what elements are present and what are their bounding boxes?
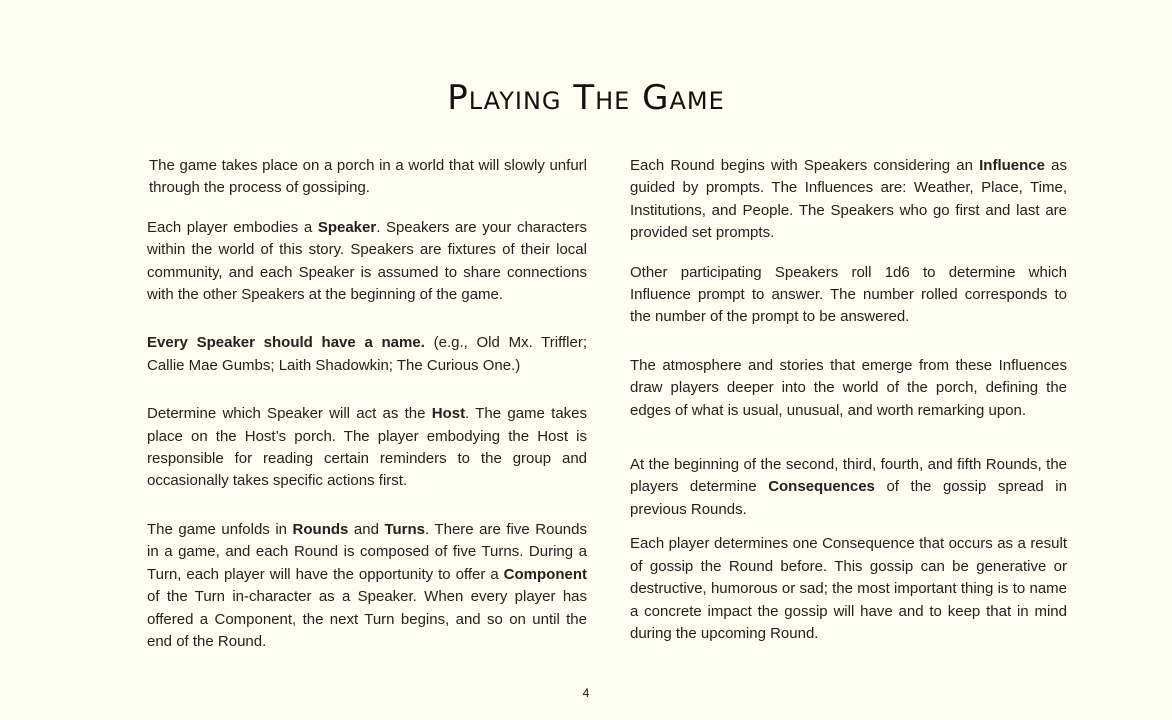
page-title: Playing The Game xyxy=(447,78,725,118)
paragraph: Determine which Speaker will act as the Host. The game takes place on the Host’s porch. The player embodying the Host is responsible for reading certain reminders to the group and occasionally takes specific actions first. xyxy=(147,405,588,490)
bold-lead: Every Speaker should have a name. xyxy=(147,334,425,352)
term-consequences: Consequences xyxy=(768,478,875,496)
term-rounds: Rounds xyxy=(292,520,349,538)
term-turns: Turns xyxy=(384,520,426,538)
right-column xyxy=(630,155,1067,645)
term-speaker: Speaker xyxy=(317,218,377,236)
term-component: Component xyxy=(503,565,587,583)
page-number: 4 xyxy=(582,686,590,700)
paragraph: Each player embodies a Speaker. Speakers are your characters within the world of this story. Speakers are fixtures of their local community, and each Speaker is assumed to share connections with the other Speakers at the beginning of the game. xyxy=(147,218,587,304)
term-host: Host xyxy=(431,405,466,423)
term-influence: Influence xyxy=(979,157,1045,174)
paragraph: Other participating Speakers roll 1d6 to determine which Influence prompt to answer. The number rolled corresponds to the number of the prompt to be answered. xyxy=(630,263,1067,326)
paragraph: Each player determines one Consequence that occurs as a result of gossip the Round before. This gossip can be generative or destructive, humorous or sad; the most important thing is to name a concrete impact the gossip will have and to keep that in mind during the upcoming Round. xyxy=(630,535,1067,642)
paragraph: Each Round begins with Speakers considering an Influence as guided by prompts. The Influences are: Weather, Place, Time, Institutions, and People. The Speakers who go first and last are provided set prompts. xyxy=(630,157,1067,242)
paragraph: The game takes place on a porch in a world that will slowly unfurl through the process of gossiping. xyxy=(149,157,587,197)
paragraph: The game unfolds in Rounds and Turns. There are five Rounds in a game, and each Round is composed of five Turns. During a Turn, each player will have the opportunity to offer a Component of the Turn in-character as a Speaker. When every player has offered a Component, the next Turn begins, and so on until the end of the Round. xyxy=(147,520,587,650)
paragraph: The atmosphere and stories that emerge from these Influences draw players deeper into the world of the porch, defining the edges of what is usual, unusual, and worth remarking upon. xyxy=(630,356,1067,419)
left-column xyxy=(147,155,587,653)
paragraph: Every Speaker should have a name. (e.g., Old Mx. Triffler; Callie Mae Gumbs; Laith Shadowkin; The Curious One.) xyxy=(147,334,588,374)
paragraph: At the beginning of the second, third, fourth, and fifth Rounds, the players determine Consequences of the gossip spread in previous Rounds. xyxy=(630,456,1067,518)
